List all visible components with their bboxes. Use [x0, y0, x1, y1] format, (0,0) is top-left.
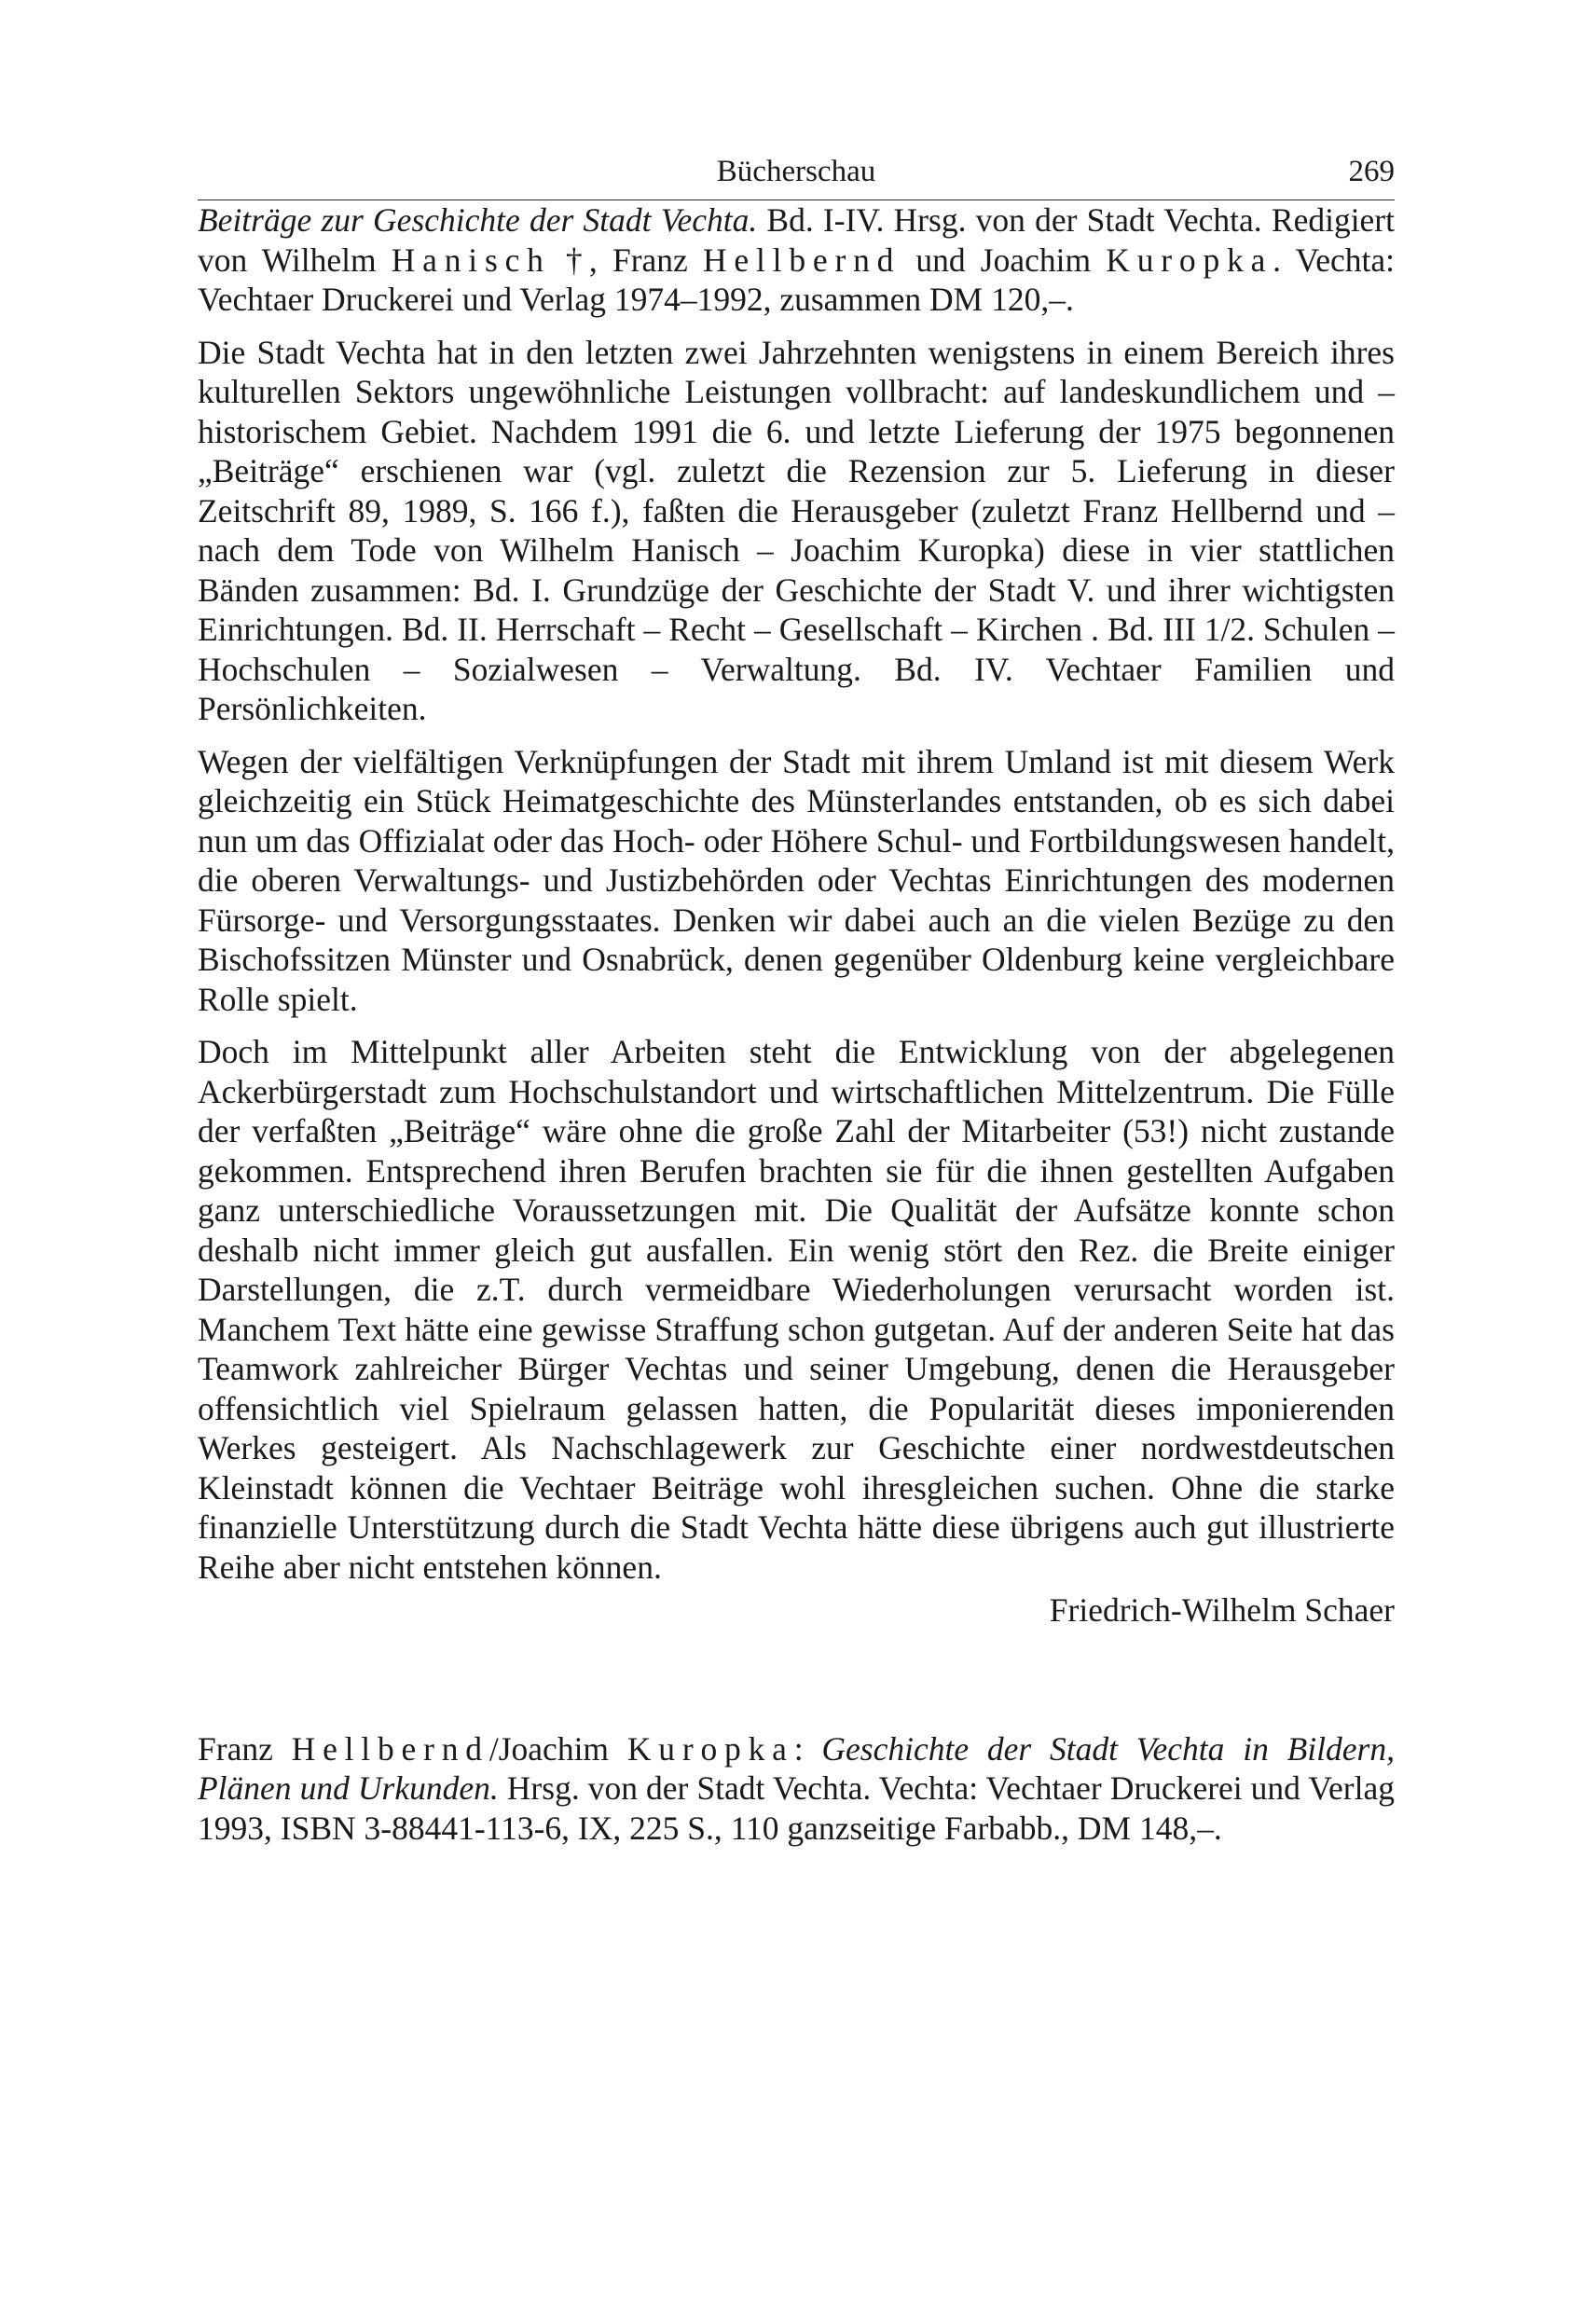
- editor-name: Hanisch: [391, 241, 551, 279]
- citation-text: . Vechta: Vechtaer Druckerei und Verlag 1974–1992, zusammen DM 120,–.: [198, 241, 1395, 318]
- citation-text: /Joachim: [488, 1729, 627, 1768]
- review-paragraph: Doch im Mittelpunkt aller Arbeiten steht die Entwicklung von der abgelegenen Ackerbürgerstadt zum Hochschulstandort und wirtschaftlichen Mittelzentrum. Die Fülle der verfaßten „Beiträge“ wäre ohne die große Zahl der Mitarbeiter (53!) nicht zustande gekommen. Entsprechend ihren Berufen brachten sie für die ihnen gestellten Aufgaben ganz unterschiedliche Voraussetzungen mit. Die Qualität der Aufsätze konnte schon deshalb nicht immer gleich gut ausfallen. Ein wenig stört den Rez. die Breite einiger Darstellungen, die z.T. durch vermeidbare Wiederholungen verursacht worden ist. Manchem Text hätte eine gewisse Straffung schon gutgetan. Auf der anderen Seite hat das Teamwork zahlreicher Bürger Vechtas und seiner Umgebung, denen die Herausgeber offensichtlich viel Spielraum gelassen hatten, die Popularität dieses imponierenden Werkes gesteigert. Als Nachschlagewerk zur Geschichte einer nordwestdeutschen Kleinstadt können die Vechtaer Beiträge wohl ihresgleichen suchen. Ohne die starke finanzielle Unterstützung durch die Stadt Vechta hätte diese übrigens auch gut illustrierte Reihe aber nicht entstehen können.: [198, 1033, 1395, 1586]
- citation-text: :: [793, 1729, 822, 1768]
- citation-text: und Joachim: [901, 241, 1107, 279]
- citation-text: †, Franz: [550, 241, 703, 279]
- review-paragraph: Wegen der vielfältigen Verknüpfungen der Stadt mit ihrem Umland ist mit diesem Werk gleichzeitig ein Stück Heimatgeschichte des Münsterlandes entstanden, ob es sich dabei nun um das Offizialat oder das Hoch- oder Höhere Schul- und Fortbildungswesen handelt, die oberen Verwaltungs- und Justizbehörden oder Vechtas Einrichtungen des modernen Fürsorge- und Versorgungsstaates. Denken wir dabei auch an die vielen Bezüge zu den Bischofssitzen Münster und Osnabrück, denen gegenüber Oldenburg keine vergleichbare Rolle spielt.: [198, 742, 1395, 1018]
- review-paragraph: Die Stadt Vechta hat in den letzten zwei Jahrzehnten wenigstens in einem Bereich ihres kulturellen Sektors ungewöhnliche Leistungen vollbracht: auf landeskundlichem und –historischem Gebiet. Nachdem 1991 die 6. und letzte Lieferung der 1975 begonnenen „Beiträge“ erschienen war (vgl. zuletzt die Rezension zur 5. Lieferung in dieser Zeitschrift 89, 1989, S. 166 f.), faßten die Herausgeber (zuletzt Franz Hellbernd und – nach dem Tode von Wilhelm Hanisch – Joachim Kuropka) diese in vier stattlichen Bänden zusammen: Bd. I. Grundzüge der Geschichte der Stadt V. und ihrer wichtigsten Einrichtungen. Bd. II. Herrschaft – Recht – Gesellschaft – Kirchen . Bd. III 1/2. Schulen – Hochschulen – Sozialwesen – Verwaltung. Bd. IV. Vechtaer Familien und Persönlichkeiten.: [198, 333, 1395, 727]
- editor-name: Hellbernd: [702, 241, 901, 279]
- review-1-citation: [198, 200, 1395, 320]
- review-2: [198, 1729, 1395, 1849]
- review-2-citation: [198, 1729, 1395, 1849]
- book-title: Geschichte der Stadt Vechta in Bildern, Plänen und Urkunden.: [198, 1729, 1395, 1807]
- citation-text: Hrsg. von der Stadt Vechta. Vechta: Vechtaer Druckerei und Verlag 1993, ISBN 3-88441-113-6, IX, 225 S., 110 ganzseitige Farbabb., DM 148,–.: [198, 1769, 1395, 1847]
- review-1: [198, 200, 1395, 1631]
- reviewer-signature: Friedrich-Wilhelm Schaer: [1049, 1591, 1395, 1629]
- author-first-name: Franz: [198, 1729, 292, 1768]
- editor-name: Kuropka: [1106, 241, 1273, 279]
- author-name: Kuropka: [626, 1729, 794, 1768]
- book-title: Beiträge zur Geschichte der Stadt Vechta.: [198, 201, 758, 239]
- author-name: Hellbernd: [291, 1729, 489, 1768]
- citation-text: Bd. I-IV. Hrsg. von der Stadt Vechta. Redigiert von Wilhelm: [198, 201, 1395, 279]
- running-head: [198, 140, 1395, 200]
- book-page: [198, 140, 1395, 2284]
- page-number: 269: [1348, 155, 1395, 188]
- running-title: Bücherschau: [716, 155, 876, 188]
